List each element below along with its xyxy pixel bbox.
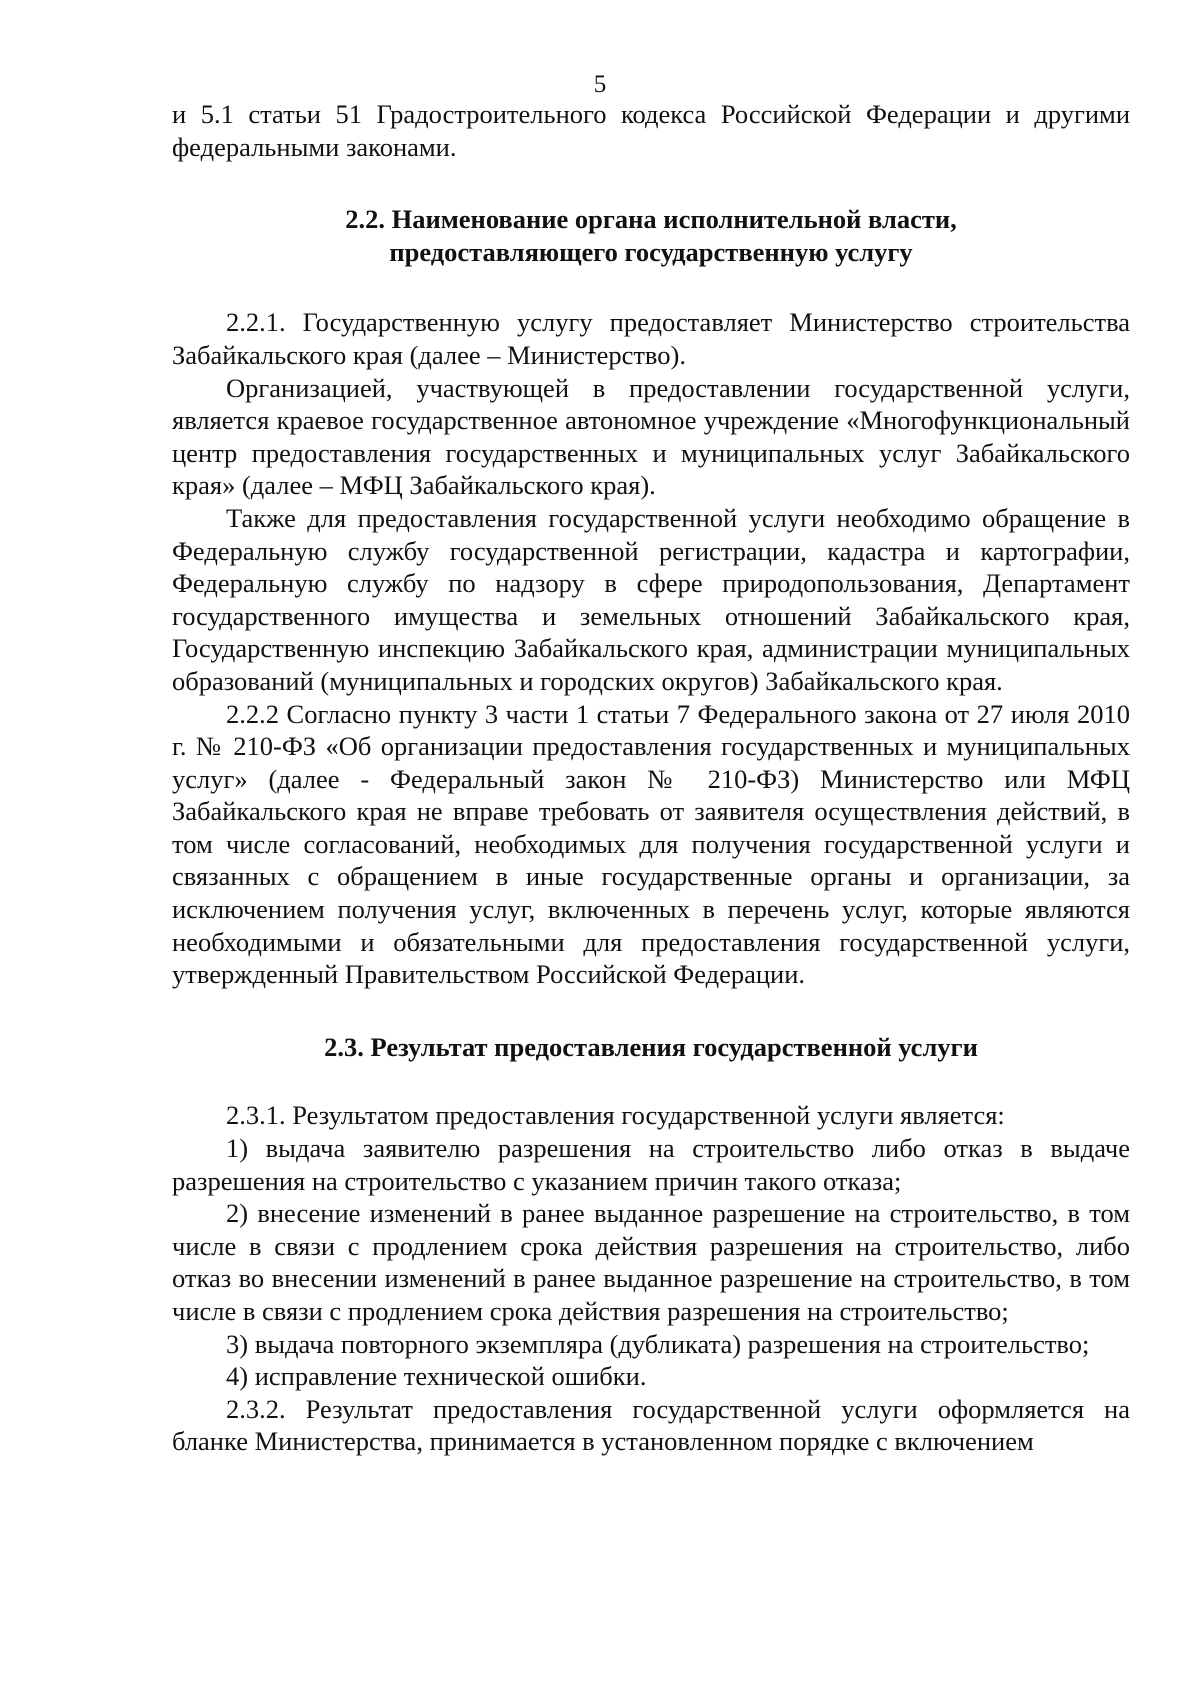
section-2-3-heading: 2.3. Результат предоставления государственной услуги <box>324 1031 978 1062</box>
page-number: 5 <box>593 71 607 98</box>
list-item-1: 1) выдача заявителю разрешения на строительство либо отказ в выдаче разрешения на строительство с указанием причин такого отказа; <box>172 1133 1130 1196</box>
list-item-3: 3) выдача повторного экземпляра (дубликата) разрешения на строительство; <box>226 1328 1090 1359</box>
section-2-2-heading <box>172 203 1130 268</box>
paragraph-2-3-2: 2.3.2. Результат предоставления государственной услуги оформляется на бланке Министерства, принимается в установленном порядке с включением <box>172 1393 1130 1457</box>
list-item-4: 4) исправление технической ошибки. <box>226 1361 647 1392</box>
section-2-2-heading-line-1: 2.2. Наименование органа исполнительной власти, <box>345 204 957 235</box>
paragraph-required-agencies: Также для предоставления государственной услуги необходимо обращение в Федеральную службу государственной регистрации, кадастра и картографии, Федеральную службу по надзору в сфере природопользования, Департамент государственного имущества и земельных отношений Забайкальского края, Государственную инспекцию Забайкальского края, администрации муниципальных образований (муниципальных и городских округов) Забайкальского края. <box>172 502 1130 696</box>
document-body <box>172 98 1130 1458</box>
paragraph-2-2-2: 2.2.2 Согласно пункту 3 части 1 статьи 7 Федерального закона от 27 июля 2010 г. № 210-ФЗ «Об организации предоставления государственных и муниципальных услуг» (далее - Федеральный закон № 210-ФЗ) Министерство или МФЦ Забайкальского края не вправе требовать от заявителя осуществления действий, в том числе согласований, необходимых для получения государственной услуги и связанных с обращением в иные государственные органы и организации, за исключением получения услуг, включенных в перечень услуг, которые являются необходимыми и обязательными для предоставления государственной услуги, утвержденный Правительством Российской Федерации. <box>172 698 1130 990</box>
intro-paragraph: и 5.1 статьи 51 Градостроительного кодекса Российской Федерации и другими федеральными законами. <box>172 99 1130 162</box>
paragraph-2-2-1: 2.2.1. Государственную услугу предоставляет Министерство строительства Забайкальского края (далее – Министерство). <box>172 307 1130 370</box>
section-2-3-heading-block <box>172 1031 1130 1064</box>
paragraph-2-3-1: 2.3.1. Результатом предоставления государственной услуги является: <box>226 1100 1005 1131</box>
section-2-2-heading-line-2: предоставляющего государственную услугу <box>389 236 913 267</box>
paragraph-participating-organization: Организацией, участвующей в предоставлении государственной услуги, является краевое государственное автономное учреждение «Многофункциональный центр предоставления государственных и муниципальных услуг Забайкальского края» (далее – МФЦ Забайкальского края). <box>172 372 1130 501</box>
list-item-2: 2) внесение изменений в ранее выданное разрешение на строительство, в том числе в связи с продлением срока действия разрешения на строительство, либо отказ во внесении изменений в ранее выданное разрешение на строительство, в том числе в связи с продлением срока действия разрешения на строительство; <box>172 1198 1130 1326</box>
